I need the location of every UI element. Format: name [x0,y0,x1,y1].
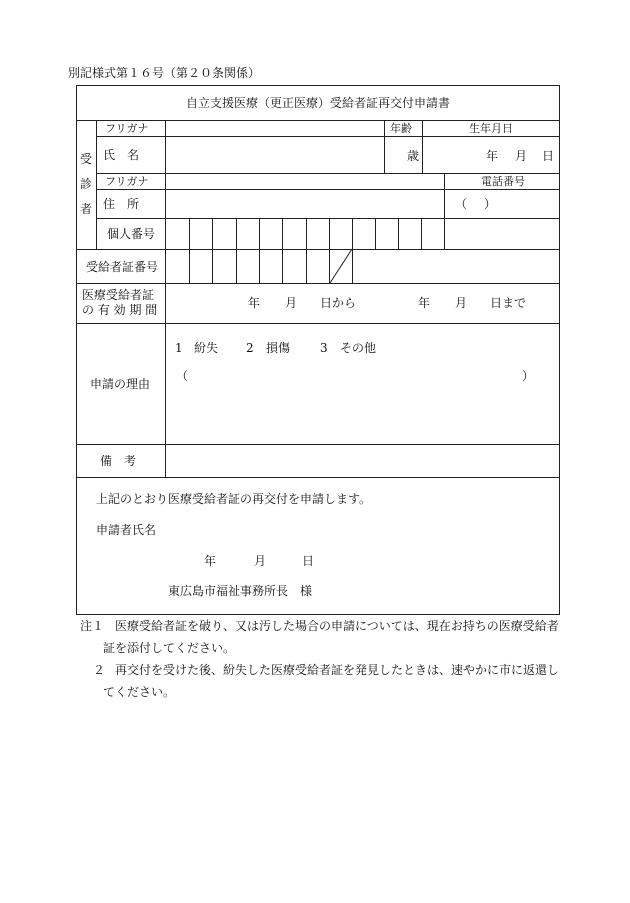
divider [444,173,445,249]
validity-to-year: 年 [418,296,431,310]
birthdate-label: 生年月日 [469,122,513,135]
form-number-note: 別記様式第１６号（第２０条関係） [68,66,261,80]
remarks-label: 備 考 [100,454,137,468]
reason-paren-close: ） [522,369,535,383]
date-year: 年 [204,554,217,568]
validity-from-day: 日から [320,296,357,310]
digit-box-divider [421,218,422,249]
divider [76,249,560,250]
validity-label-line1: 医療受給者証 [82,288,155,302]
divider [165,120,166,477]
age-label: 年齢 [390,122,412,135]
reason-label: 申請の理由 [90,377,151,391]
digit-box-divider [352,218,353,249]
reason-2-label: 損傷 [266,341,291,355]
reason-2-number: 2 [246,341,254,355]
note-2-line2: てください。 [103,685,176,699]
reason-1-label: 紛失 [194,341,219,355]
divider [384,120,385,173]
digit-box-divider [259,218,260,249]
furigana-label-2: フリガナ [105,175,149,188]
divider [422,120,423,173]
validity-from-month: 月 [285,296,298,310]
reason-3-number: 3 [320,341,328,355]
phone-label: 電話番号 [481,175,525,188]
furigana-label: フリガナ [105,122,149,135]
digit-box-divider [306,218,307,249]
birthdate-month: 月 [515,149,528,163]
digit-box-divider [282,218,283,249]
age-unit: 歳 [407,149,420,163]
phone-paren-open: （ [455,197,468,211]
digit-box-divider [306,249,307,283]
date-day: 日 [302,554,315,568]
certificate-number-label: 受給者証番号 [86,260,159,274]
divider [76,444,560,445]
divider [96,120,97,249]
date-month: 月 [254,554,267,568]
digit-box-divider [212,249,213,283]
reason-1-number: 1 [175,341,183,355]
note-2-mark: ２ [93,663,106,677]
note-2-line1: 再交付を受けた後、紛失した医療受給者証を発見したときは、速やかに市に返還し [115,663,560,677]
applicant-name-label: 申請者氏名 [96,523,157,537]
personal-number-label: 個人番号 [107,227,156,241]
patient-label-char: 診 [80,177,93,191]
address-label: 住 所 [103,197,140,211]
addressee: 東広島市福祉事務所長 様 [168,584,313,598]
digit-box-divider [236,249,237,283]
digit-box-divider [212,218,213,249]
digit-box-divider [189,249,190,283]
name-label: 氏 名 [103,148,140,162]
divider [76,120,560,121]
reason-3-label: その他 [340,341,377,355]
validity-label-line2: の 有 効 期 間 [82,303,158,317]
digit-box-divider [375,218,376,249]
phone-paren-close: ） [484,197,497,211]
divider [76,323,560,324]
note-1-mark: 注１ [80,619,105,633]
divider [76,283,560,284]
validity-to-day: 日まで [490,296,527,310]
note-1-line1: 医療受給者証を破り、又は汚した場合の申請については、現在お持ちの医療受給者 [115,619,559,633]
reason-paren-open: （ [176,369,189,383]
declaration-text: 上記のとおり医療受給者証の再交付を申請します。 [96,492,372,506]
digit-box-divider [236,218,237,249]
diagonal-slash [329,249,353,283]
divider [76,477,560,478]
patient-label-char: 者 [80,202,93,216]
digit-box-divider [189,218,190,249]
digit-box-divider [329,218,330,249]
note-1-line2: 証を添付してください。 [103,641,236,655]
digit-box-divider [259,249,260,283]
digit-box-divider [282,249,283,283]
patient-label-char: 受 [80,152,93,166]
validity-from-year: 年 [248,296,261,310]
digit-box-divider [398,218,399,249]
birthdate-day: 日 [542,149,555,163]
birthdate-year: 年 [486,149,499,163]
form-title: 自立支援医療（更正医療）受給者証再交付申請書 [185,96,450,110]
validity-to-month: 月 [455,296,468,310]
